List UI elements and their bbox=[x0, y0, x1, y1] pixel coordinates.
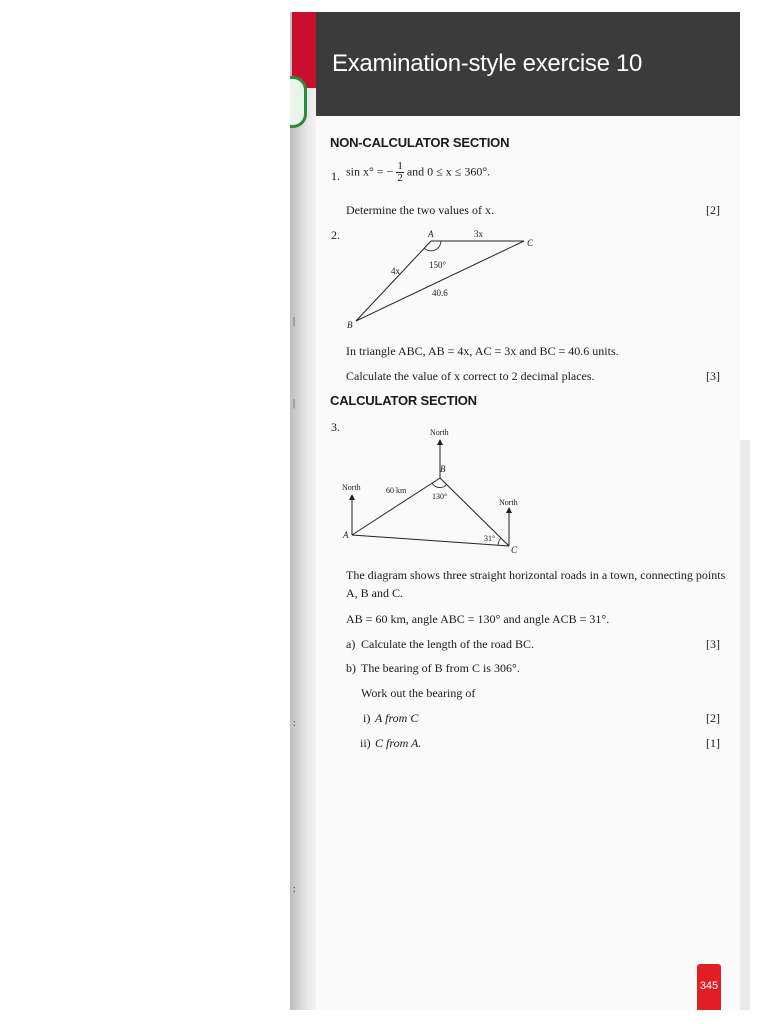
page-edge-mark: | bbox=[293, 316, 296, 327]
page-title: Examination-style exercise 10 bbox=[332, 50, 643, 77]
page-edge-mark: | bbox=[293, 398, 296, 409]
fraction bbox=[396, 161, 404, 184]
side-label-ac: 3x bbox=[474, 229, 483, 239]
question-3bi-label: i) bbox=[363, 711, 371, 725]
question-3-given: AB = 60 km, angle ABC = 130° and angle ACB = 31°. bbox=[346, 612, 610, 626]
question-3bii-text: C from A. bbox=[375, 736, 422, 750]
distance-label-ab: 60 km bbox=[386, 486, 407, 495]
vertex-label-c: C bbox=[527, 238, 534, 248]
page-right-shade bbox=[740, 440, 750, 1010]
page-edge-mark: : bbox=[293, 884, 296, 895]
question-3a-text: Calculate the length of the road BC. bbox=[361, 637, 534, 651]
question-3-intro-cont: A, B and C. bbox=[346, 586, 403, 600]
question-3-intro: The diagram shows three straight horizontal roads in a town, connecting points bbox=[346, 568, 726, 582]
question-1-number: 1. bbox=[331, 169, 340, 183]
triangle-abc-diagram bbox=[340, 226, 550, 336]
north-label-b: North bbox=[430, 428, 449, 437]
angle-label-a: 150° bbox=[429, 260, 447, 270]
angle-arc-b bbox=[432, 483, 447, 488]
fraction-denominator: 2 bbox=[397, 172, 403, 184]
chapter-tab-marker bbox=[290, 76, 307, 128]
side-label-bc: 40.6 bbox=[432, 288, 448, 298]
question-3bi-text: A from C bbox=[375, 711, 419, 725]
question-3-number: 3. bbox=[331, 420, 340, 434]
vertex-label-c: C bbox=[511, 545, 518, 555]
question-1-marks: [2] bbox=[706, 203, 720, 217]
page-number: 345 bbox=[699, 980, 719, 992]
page-edge-mark: : bbox=[293, 718, 296, 729]
angle-label-b: 130° bbox=[432, 492, 448, 501]
question-3a-marks: [3] bbox=[706, 637, 720, 651]
vertex-label-a: A bbox=[343, 530, 349, 540]
north-label-a: North bbox=[342, 483, 361, 492]
question-3bii-label: ii) bbox=[360, 736, 371, 750]
angle-label-c: 31° bbox=[484, 534, 496, 543]
side-label-ab: 4x bbox=[391, 266, 400, 276]
question-2-text: In triangle ABC, AB = 4x, AC = 3x and BC = 40.6 units. bbox=[346, 344, 619, 358]
vertex-label-b: B bbox=[440, 464, 446, 474]
question-3b-label: b) bbox=[346, 661, 356, 675]
side-bc bbox=[356, 241, 524, 321]
question-2-marks: [3] bbox=[706, 369, 720, 383]
question-3b-text: The bearing of B from C is 306°. bbox=[361, 661, 520, 675]
vertex-label-a: A bbox=[428, 229, 434, 239]
question-1-instruction: Determine the two values of x. bbox=[346, 203, 494, 217]
question-3bii-marks: [1] bbox=[706, 736, 720, 750]
question-2-instruction: Calculate the value of x correct to 2 decimal places. bbox=[346, 369, 595, 383]
book-gutter-shadow bbox=[290, 12, 318, 1010]
section-heading-non-calculator: NON-CALCULATOR SECTION bbox=[330, 135, 510, 150]
angle-arc-c bbox=[498, 538, 501, 545]
equation-lhs: sin x° = − bbox=[346, 164, 394, 179]
roads-bearing-diagram bbox=[338, 420, 538, 560]
vertex-label-b: B bbox=[347, 320, 353, 330]
question-3b-subtext: Work out the bearing of bbox=[361, 686, 476, 700]
north-label-c: North bbox=[499, 498, 518, 507]
question-3bi-marks: [2] bbox=[706, 711, 720, 725]
equation-rhs: and 0 ≤ x ≤ 360°. bbox=[406, 164, 491, 179]
fraction-numerator: 1 bbox=[397, 160, 403, 172]
question-1-equation bbox=[346, 161, 490, 184]
section-heading-calculator: CALCULATOR SECTION bbox=[330, 393, 477, 408]
question-3a-label: a) bbox=[346, 637, 356, 651]
question-2-number: 2. bbox=[331, 228, 340, 242]
road-bc bbox=[440, 478, 509, 546]
side-ab bbox=[356, 241, 431, 321]
